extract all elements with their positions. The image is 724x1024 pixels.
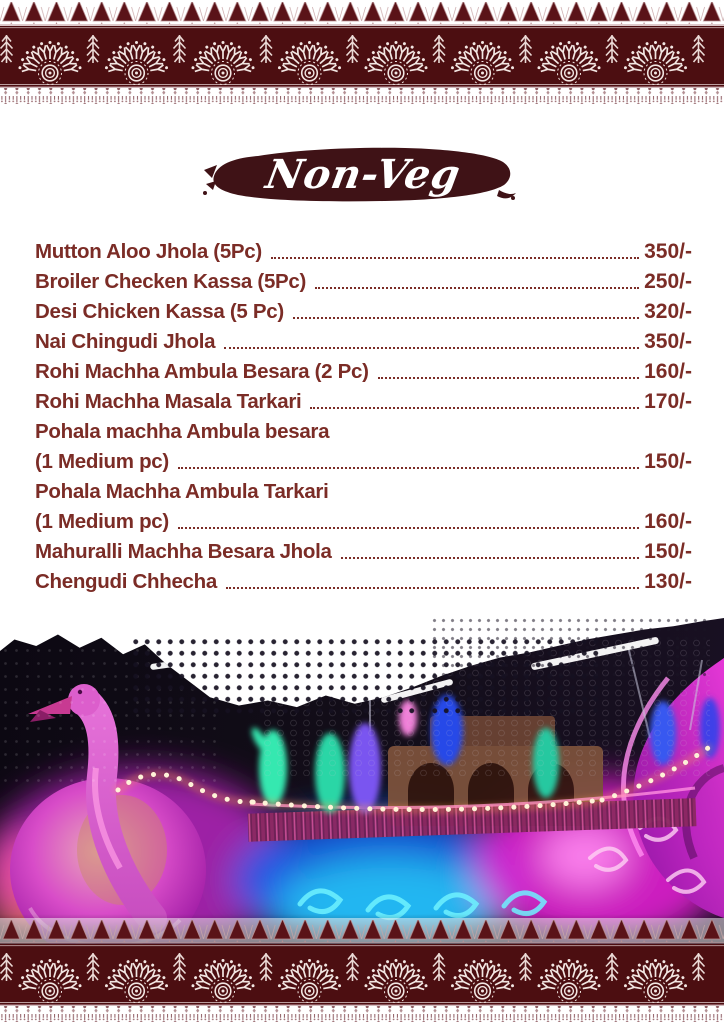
menu-item-price: 150/- [644,540,692,563]
menu-item-name: Nai Chingudi Jhola [35,330,216,353]
menu-row [35,386,692,416]
menu-item-name: Rohi Machha Masala Tarkari [35,390,302,413]
menu-row [35,416,692,446]
dotted-leader [293,317,639,319]
photo-illustration [0,618,724,948]
page-title: Non-Veg [262,150,465,198]
menu-item-price: 250/- [644,270,692,293]
menu-item-name: Chengudi Chhecha [35,570,217,593]
swan-boat-night-photo [0,618,724,948]
menu-item-price: 150/- [644,450,692,473]
dotted-leader [178,467,639,469]
menu-row [35,536,692,566]
dotted-leader [310,407,639,409]
menu-row [35,476,692,506]
bottom-tribal-border [0,918,724,1022]
menu-item-name: Rohi Machha Ambula Besara (2 Pc) [35,360,369,383]
menu-item-price: 320/- [644,300,692,323]
dotted-leader [315,287,639,289]
menu-row [35,236,692,266]
menu-item-name: Mutton Aloo Jhola (5Pc) [35,240,262,263]
menu-item-name: Desi Chicken Kassa (5 Pc) [35,300,284,323]
menu-row [35,296,692,326]
dotted-leader [341,557,639,559]
menu-item-price: 350/- [644,330,692,353]
menu-item-name: Mahuralli Machha Besara Jhola [35,540,332,563]
dotted-leader [378,377,639,379]
menu-item-name: Pohala machha Ambula besara [35,420,330,443]
menu-item-price: 170/- [644,390,692,413]
menu-item-price: 160/- [644,360,692,383]
menu-row [35,446,692,476]
dotted-leader [178,527,639,529]
menu-item-name: Broiler Checken Kassa (5Pc) [35,270,307,293]
menu-item-price: 350/- [644,240,692,263]
dotted-leader [271,257,639,259]
menu-row [35,266,692,296]
menu-list [35,236,692,596]
menu-item-name: Pohala Machha Ambula Tarkari [35,480,329,503]
menu-item-name: (1 Medium pc) [35,450,169,473]
menu-row [35,506,692,536]
menu-item-price: 130/- [644,570,692,593]
swan-figurehead [10,684,206,948]
menu-item-name: (1 Medium pc) [35,510,169,533]
dotted-leader [224,347,639,349]
menu-item-price: 160/- [644,510,692,533]
top-tribal-border [0,0,724,104]
menu-row [35,356,692,386]
title-banner [200,140,522,212]
menu-row [35,566,692,596]
dotted-leader [226,587,639,589]
menu-row [35,326,692,356]
